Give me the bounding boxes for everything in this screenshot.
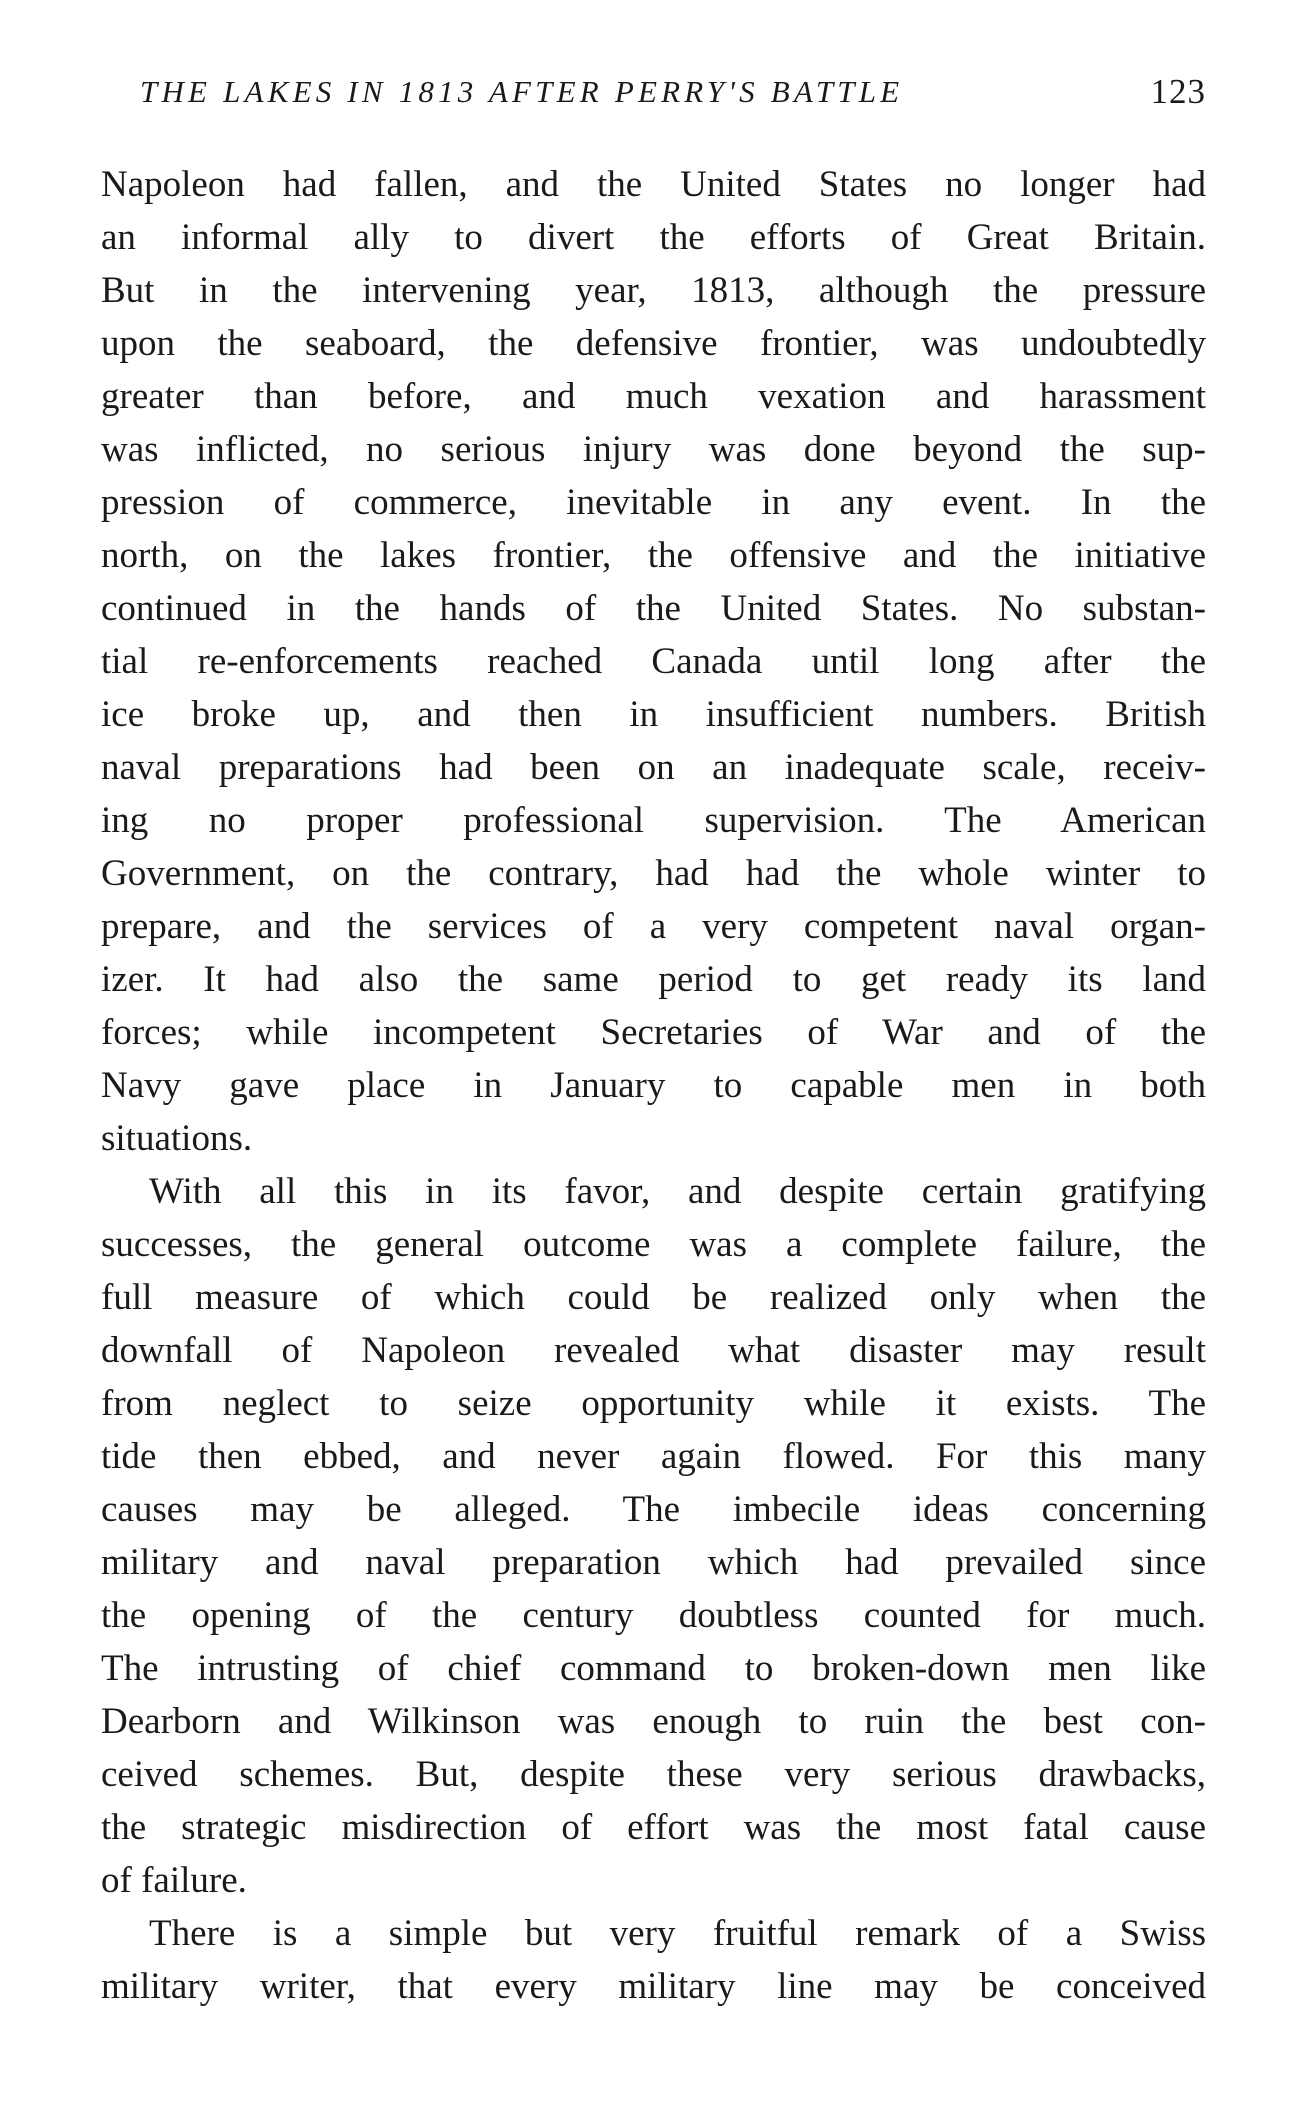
paragraph	[101, 158, 1206, 1165]
running-title: THE LAKES IN 1813 AFTER PERRY'S BATTLE	[140, 74, 904, 109]
text-line: forces; while incompetent Secretaries of War and of the	[101, 1012, 1206, 1053]
text-line: causes may be alleged. The imbecile ideas concerning	[101, 1489, 1206, 1530]
text-line: The intrusting of chief command to broken-down men like	[101, 1648, 1206, 1689]
text-line: Navy gave place in January to capable men in both	[101, 1065, 1206, 1106]
text-line: was inflicted, no serious injury was done beyond the sup-	[101, 429, 1206, 470]
text-line: pression of commerce, inevitable in any event. In the	[101, 482, 1206, 523]
text-line: Dearborn and Wilkinson was enough to ruin the best con-	[101, 1701, 1206, 1742]
text-line: downfall of Napoleon revealed what disaster may result	[101, 1330, 1206, 1371]
paragraph	[101, 1907, 1206, 2013]
text-line: But in the intervening year, 1813, although the pressure	[101, 270, 1206, 311]
text-line: ing no proper professional supervision. The American	[101, 800, 1206, 841]
text-line: tial re-enforcements reached Canada until long after the	[101, 641, 1206, 682]
text-line: military writer, that every military line may be conceived	[101, 1966, 1206, 2007]
running-head	[140, 74, 1206, 118]
text-line: ice broke up, and then in insufficient numbers. British	[101, 694, 1206, 735]
text-line: the opening of the century doubtless counted for much.	[101, 1595, 1206, 1636]
text-line: izer. It had also the same period to get ready its land	[101, 959, 1206, 1000]
text-line: an informal ally to divert the efforts of Great Britain.	[101, 217, 1206, 258]
text-line: of failure.	[101, 1860, 247, 1901]
text-line: Government, on the contrary, had had the whole winter to	[101, 853, 1206, 894]
text-line: the strategic misdirection of effort was the most fatal cause	[101, 1807, 1206, 1848]
text-line: continued in the hands of the United States. No substan-	[101, 588, 1206, 629]
text-line: upon the seaboard, the defensive frontier, was undoubtedly	[101, 323, 1206, 364]
text-line: greater than before, and much vexation and harassment	[101, 376, 1206, 417]
text-line: With all this in its favor, and despite certain gratifying	[149, 1171, 1206, 1212]
text-line: north, on the lakes frontier, the offensive and the initiative	[101, 535, 1206, 576]
text-line: naval preparations had been on an inadequate scale, receiv-	[101, 747, 1206, 788]
text-line: ceived schemes. But, despite these very serious drawbacks,	[101, 1754, 1206, 1795]
text-line: tide then ebbed, and never again flowed. For this many	[101, 1436, 1206, 1477]
text-line: military and naval preparation which had prevailed since	[101, 1542, 1206, 1583]
text-line: Napoleon had fallen, and the United States no longer had	[101, 164, 1206, 205]
text-line: successes, the general outcome was a complete failure, the	[101, 1224, 1206, 1265]
paragraph	[101, 1165, 1206, 1907]
text-line: There is a simple but very fruitful remark of a Swiss	[149, 1913, 1206, 1954]
page-number: 123	[1150, 72, 1206, 111]
text-line: from neglect to seize opportunity while it exists. The	[101, 1383, 1206, 1424]
text-line: situations.	[101, 1118, 253, 1159]
body-text	[101, 158, 1206, 2013]
text-line: prepare, and the services of a very competent naval organ-	[101, 906, 1206, 947]
text-line: full measure of which could be realized only when the	[101, 1277, 1206, 1318]
